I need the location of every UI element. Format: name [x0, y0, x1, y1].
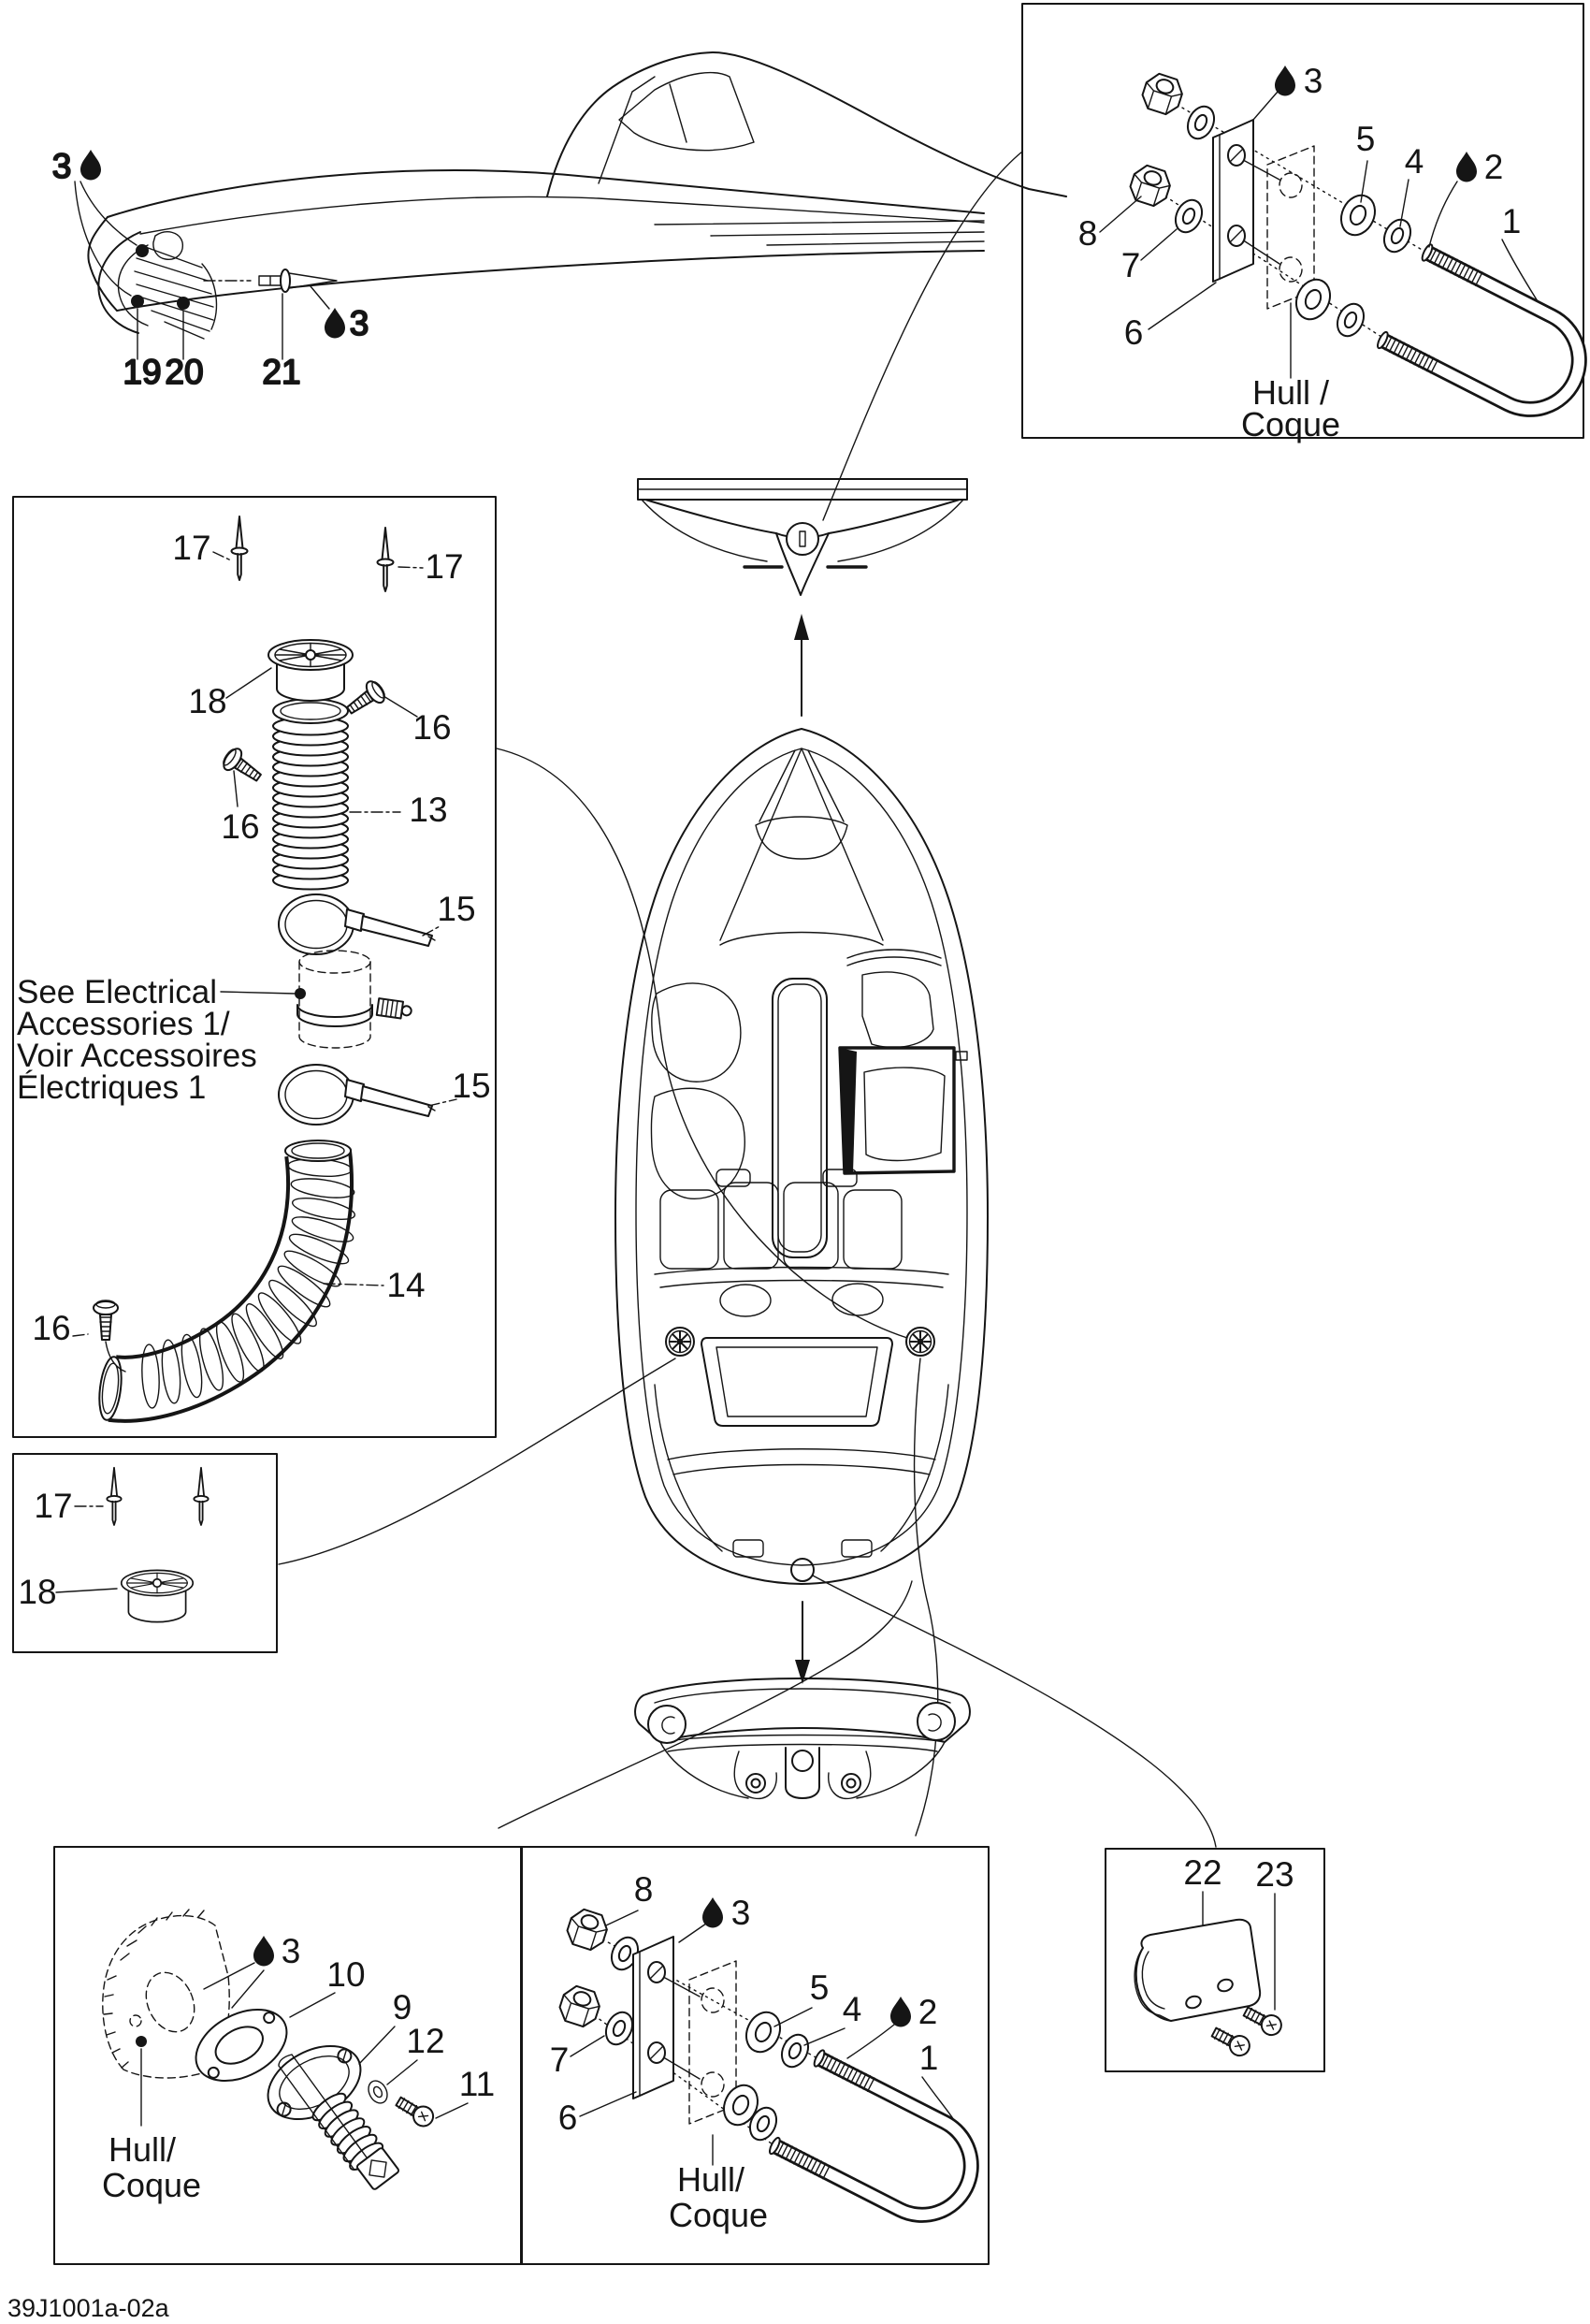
inset-box-ubolt-bottom	[521, 1847, 992, 2264]
callout-14: 14	[386, 1266, 426, 1304]
callout-7: 7	[1120, 246, 1141, 284]
screw-part	[94, 1300, 118, 1340]
screw-part	[1241, 2003, 1285, 2039]
callout-9: 9	[392, 1988, 412, 2026]
callout-20: 20	[165, 353, 204, 391]
nut-part	[564, 1907, 611, 1953]
doc-code: 39J1001a-02a	[7, 2294, 169, 2322]
push-pin-part	[232, 516, 248, 580]
callout-21: 21	[262, 353, 301, 391]
push-pin-part	[107, 1468, 121, 1525]
callout-12: 12	[406, 2022, 445, 2060]
callout-8: 8	[1077, 214, 1098, 253]
vent-cap-part	[268, 640, 353, 701]
u-bolt-part	[1376, 243, 1590, 434]
callout-17b: 17	[425, 547, 464, 586]
screw-part	[1209, 2024, 1253, 2059]
washer-part	[740, 2007, 786, 2057]
bracket-plate-part	[1213, 120, 1253, 282]
push-pin-part	[378, 528, 394, 591]
lock-washer-part	[1380, 215, 1416, 256]
callout-18: 18	[188, 682, 227, 720]
inset-box-drain-plug	[54, 1847, 522, 2264]
screw-part	[220, 745, 266, 787]
callout-2: 2	[1483, 148, 1504, 186]
note-see-electrical-1: See Electrical	[17, 974, 217, 1010]
washer-part	[365, 2078, 391, 2107]
callout-23: 23	[1255, 1855, 1294, 1894]
side-view-drawing	[52, 52, 1066, 391]
lubricant-drop-icon	[890, 1997, 911, 2027]
hull-label-line2: Coque	[101, 2166, 202, 2204]
inset-box-vent-hose	[13, 497, 496, 1437]
rear-step-piece	[635, 1678, 970, 1798]
u-bolt-part	[768, 2049, 992, 2240]
lubricant-drop-icon	[1456, 152, 1477, 182]
hull-label-line2: Coque	[668, 2196, 769, 2234]
nut-part	[556, 1983, 603, 2029]
washer-part	[1335, 190, 1380, 240]
callout-5: 5	[1355, 120, 1376, 158]
callout-4: 4	[842, 1990, 862, 2028]
lock-washer-part	[777, 2030, 814, 2071]
callout-18: 18	[18, 1573, 57, 1611]
lubricant-drop-icon	[1275, 65, 1295, 96]
callout-1: 1	[1501, 202, 1522, 240]
callout-4: 4	[1404, 142, 1424, 181]
lubricant-drop-icon	[325, 308, 345, 339]
vent-cap-part	[122, 1570, 194, 1621]
callout-16a: 16	[412, 708, 452, 747]
callout-11: 11	[458, 2065, 496, 2103]
callout-7: 7	[549, 2041, 570, 2079]
callout-13: 13	[409, 791, 448, 829]
hull-label-line2: Coque	[1240, 405, 1341, 443]
callout-3: 3	[730, 1894, 751, 1932]
cover-part	[1135, 1920, 1260, 2021]
callout-16c: 16	[32, 1309, 71, 1347]
callout-2: 2	[918, 1993, 938, 2031]
vent-grille-icon	[666, 1328, 694, 1356]
bracket-plate-part	[633, 1937, 673, 2099]
push-pin-part	[194, 1468, 208, 1525]
lubricant-drop-icon	[253, 1936, 274, 1967]
cable-tie-part	[279, 894, 435, 954]
corrugated-hose-13	[273, 699, 348, 890]
callout-19: 19	[123, 353, 162, 391]
callout-3: 3	[1303, 62, 1323, 100]
hull-top-view	[615, 729, 988, 1584]
inset-box-cover	[1106, 1849, 1324, 2071]
hull-label-line1: Hull/	[108, 2130, 177, 2169]
hull-label-line1: Hull /	[1251, 373, 1330, 412]
note-see-electrical-2: Accessories 1/	[17, 1006, 230, 1042]
callout-3-top: 3	[51, 147, 72, 185]
clamp-assembly	[295, 951, 412, 1048]
screw-part	[342, 677, 388, 719]
corrugated-hose-14	[96, 1140, 356, 1421]
callout-17: 17	[34, 1487, 73, 1525]
inset-box-ubolt-top	[1022, 4, 1590, 443]
lubricant-drop-icon	[80, 150, 101, 181]
callout-10: 10	[326, 1955, 366, 1994]
note-see-electrical-3: Voir Accessoires	[17, 1038, 257, 1074]
callout-22: 22	[1183, 1853, 1222, 1892]
callout-8: 8	[633, 1870, 654, 1909]
callout-15b: 15	[452, 1067, 491, 1105]
callout-16b: 16	[221, 807, 260, 846]
note-see-electrical-4: Électriques 1	[17, 1069, 207, 1106]
callout-5: 5	[809, 1968, 830, 2007]
callout-3-rivet: 3	[349, 304, 369, 342]
callout-1: 1	[918, 2039, 939, 2077]
callout-17a: 17	[172, 529, 211, 567]
vent-grille-icon	[906, 1328, 934, 1356]
callout-6: 6	[557, 2099, 578, 2137]
callout-6: 6	[1123, 313, 1144, 352]
lubricant-drop-icon	[702, 1897, 723, 1928]
screw-part	[394, 2093, 437, 2129]
lock-washer-part	[1333, 299, 1369, 341]
callout-15a: 15	[437, 890, 476, 928]
hull-label-line1: Hull/	[676, 2160, 745, 2199]
arrow-up-icon	[794, 614, 809, 716]
cable-tie-part	[279, 1065, 435, 1125]
inset-box-vent-small	[13, 1454, 277, 1652]
nut-part	[1139, 71, 1186, 117]
arrow-down-icon	[795, 1602, 810, 1684]
bow-cover-piece	[638, 479, 967, 595]
callout-3: 3	[281, 1932, 301, 1970]
